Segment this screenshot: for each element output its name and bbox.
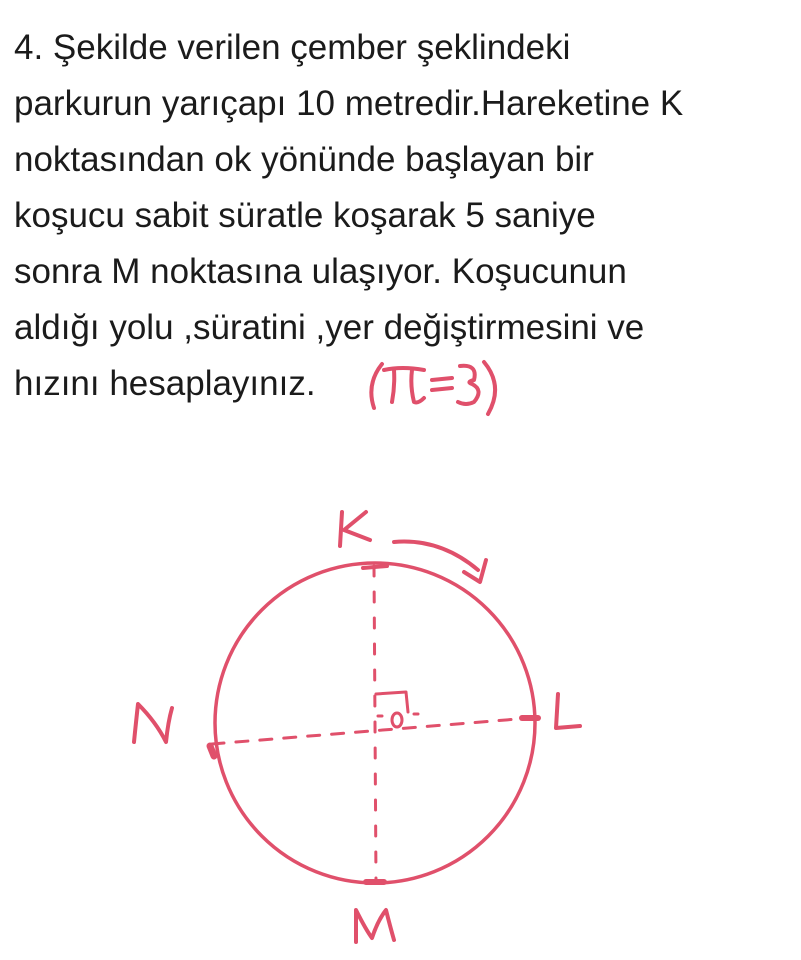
circle-track-diagram: [110, 490, 630, 960]
pi-note: [348, 346, 508, 426]
label-K: [340, 512, 370, 546]
question-line-1: 4. Şekilde verilen çember şeklindeki: [14, 28, 571, 67]
tick-N: [210, 746, 214, 756]
question-line-6: aldığı yolu ,süratini ,yer değiştirmesini ve: [14, 308, 645, 347]
question-line-5: sonra M noktasına ulaşıyor. Koşucunun: [14, 252, 627, 291]
question-line-3: noktasından ok yönünde başlayan bir: [14, 140, 594, 179]
horizontal-diameter: [212, 718, 530, 744]
label-M: [356, 910, 394, 942]
center-zero-mark: [392, 713, 402, 727]
label-L: [556, 694, 580, 728]
right-angle-mark: [376, 692, 408, 712]
question-line-7: hızını hesaplayınız.: [14, 364, 316, 403]
question-line-4: koşucu sabit süratle koşarak 5 saniye: [14, 196, 596, 235]
question-line-2: parkurun yarıçapı 10 metredir.Hareketine K: [14, 84, 684, 123]
tick-K: [363, 566, 387, 568]
vertical-diameter: [374, 566, 376, 882]
label-N: [134, 704, 172, 742]
